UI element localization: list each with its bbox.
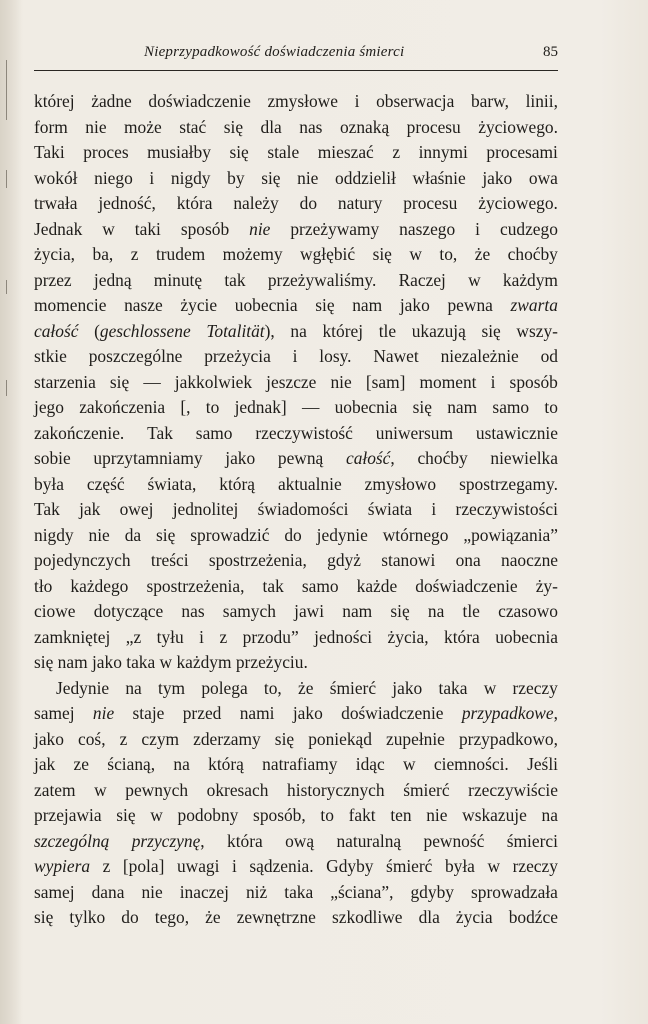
text-line: się nam jako taka w każdym przeżyciu. xyxy=(34,652,308,672)
text-line: jako coś, z czym zderzamy się poniekąd zupełnie przypadkowo, xyxy=(34,728,558,749)
text-line: Jedynie na tym polega to, że śmierć jako taka w rzeczy xyxy=(56,677,558,698)
text-line: wypiera z [pola] uwagi i sądzenia. Gdyby śmierć była w rzeczy xyxy=(34,856,558,876)
text-line: Tak jak owej jednolitej świadomości świata i rzeczywistości xyxy=(34,499,558,519)
text-line: tło każdego spostrzeżenia, tak samo każde doświadczenie ży- xyxy=(34,575,558,596)
text-line: się tylko do tego, że zewnętrzne szkodliwe dla życia bodźce xyxy=(34,907,558,927)
text-line: nigdy nie da się sprowadzić do jedynie wtórnego „powiązania” xyxy=(34,524,558,545)
text-line: samej nie staje przed nami jako doświadczenie przypadkowe, xyxy=(34,703,558,723)
text-line: której żadne doświadczenie zmysłowe i obserwacja barw, linii, xyxy=(34,91,558,111)
running-title: Nieprzypadkowość doświadczenia śmierci xyxy=(144,44,405,60)
text-line: całość (geschlossene Totalität), na której tle ukazują się wszy- xyxy=(34,320,558,341)
text-line: zatem w pewnych okresach historycznych śmierć rzeczywiście xyxy=(34,779,558,800)
text-line: momencie nasze życie uobecnia się nam jako pewna zwarta xyxy=(34,295,558,315)
text-line: wokół niego i nigdy by się nie oddzielił właśnie jako owa xyxy=(34,167,558,188)
text-line: zamkniętej „z tyłu i z przodu” jedności życia, która uobecnia xyxy=(34,626,558,647)
text-line: Taki proces musiałby się stale mieszać z innymi procesami xyxy=(34,142,558,162)
text-line: życia, ba, z trudem możemy wgłębić się w to, że choćby xyxy=(34,244,558,264)
text-line: form nie może stać się dla nas oznaką procesu życiowego. xyxy=(34,116,558,137)
text-line: starzenia się — jakkolwiek jeszcze nie [sam] moment i sposób xyxy=(34,371,558,392)
text-line: jego zakończenia [, to jednak] — uobecnia się nam samo to xyxy=(34,397,558,417)
text-line: Jednak w taki sposób nie przeżywamy naszego i cudzego xyxy=(34,218,558,239)
page-number: 85 xyxy=(543,44,558,60)
text-line: szczególną przyczynę, która ową naturalną pewność śmierci xyxy=(34,830,558,851)
text-line: przejawia się w podobny sposób, to fakt ten nie wskazuje na xyxy=(34,805,558,825)
text-line: sobie uprzytamniamy jako pewną całość, choćby niewielka xyxy=(34,448,558,468)
text-line: przez jedną minutę tak przeżywaliśmy. Raczej w każdym xyxy=(34,269,558,290)
margin-marks xyxy=(6,60,12,980)
body-text xyxy=(34,89,558,931)
text-line: zakończenie. Tak samo rzeczywistość uniwersum ustawicznie xyxy=(34,422,558,443)
text-line: ciowe dotyczące nas samych jawi nam się na tle czasowo xyxy=(34,601,558,621)
running-header xyxy=(34,44,558,71)
text-line: samej dana nie inaczej niż taka „ściana”, gdyby sprowadzała xyxy=(34,881,558,902)
text-line: stkie poszczególne przeżycia i losy. Nawet niezależnie od xyxy=(34,346,558,366)
text-line: trwała jedność, która należy do natury procesu życiowego. xyxy=(34,193,558,213)
text-line: była część świata, którą aktualnie zmysłowo spostrzegamy. xyxy=(34,473,558,494)
text-line: pojedynczych treści spostrzeżenia, gdyż stanowi ona naoczne xyxy=(34,550,558,570)
text-line: jak ze ścianą, na którą natrafiamy idąc w ciemności. Jeśli xyxy=(34,754,558,774)
